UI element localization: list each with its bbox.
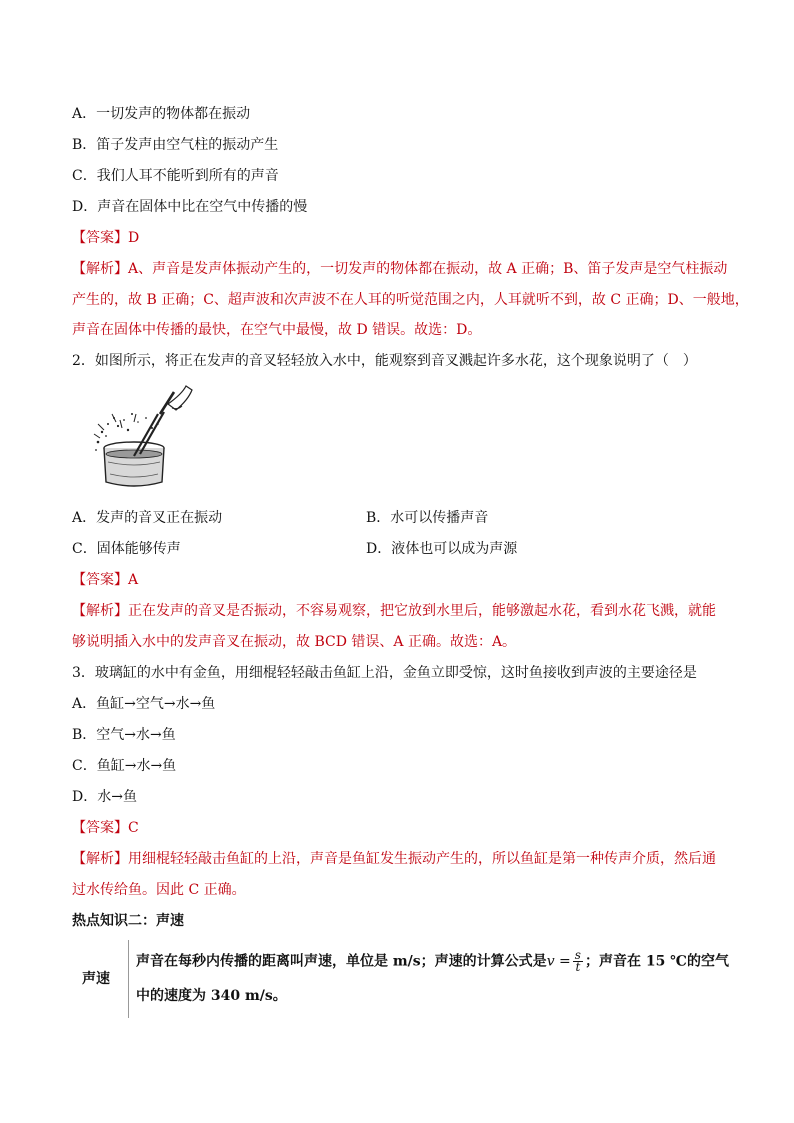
table-label: 声速	[82, 971, 110, 987]
q2-stem: 2．如图所示，将正在发声的音叉轻轻放入水中，能观察到音叉溅起许多水花，这个现象说明了（ ）	[72, 353, 697, 369]
q1-analysis-line-1: 【解析】A、声音是发声体振动产生的，一切发声的物体都在振动，故 A 正确；B、笛子发声是空气柱振动	[72, 261, 728, 277]
q3-stem: 3．玻璃缸的水中有金鱼，用细棍轻轻敲击鱼缸上沿，金鱼立即受惊，这时鱼接收到声波的主要途径是	[72, 665, 697, 681]
formula-v: v =	[546, 953, 571, 970]
q3-option-c: C．鱼缸→水→鱼	[72, 758, 177, 774]
q3-analysis-line-2: 过水传给鱼。因此 C 正确。	[72, 882, 246, 898]
answer-tag: 【答案】	[72, 572, 128, 588]
formula-fraction: $\frac{s}{t}$	[574, 948, 581, 974]
section-title: 热点知识二：声速	[72, 913, 184, 929]
q2-answer	[72, 570, 138, 590]
answer-value: C	[128, 820, 139, 836]
analysis-tag: 【解析】	[72, 851, 128, 867]
q1-option-c: C．我们人耳不能听到所有的声音	[72, 168, 279, 184]
table-text-line-1: 声音在每秒内传播的距离叫声速，单位是 m/s；声速的计算公式是v = $\frac{s}{t}$ ；声音在 15 ℃的空气	[136, 948, 729, 974]
answer-value: A	[128, 572, 139, 588]
answer-tag: 【答案】	[72, 230, 128, 246]
answer-value: D	[128, 230, 140, 246]
q2-option-d: D．液体也可以成为声源	[366, 541, 518, 557]
q2-analysis-line-2: 够说明插入水中的发声音叉在振动，故 BCD 错误、A 正确。故选：A。	[72, 634, 517, 650]
q3-option-a: A．鱼缸→空气→水→鱼	[72, 696, 216, 712]
analysis-tag: 【解析】	[72, 261, 128, 277]
answer-tag: 【答案】	[72, 820, 128, 836]
q2-analysis-line-1: 【解析】正在发声的音叉是否振动，不容易观察，把它放到水里后，能够激起水花，看到水花飞溅，就能	[72, 603, 716, 619]
q1-option-b: B．笛子发声由空气柱的振动产生	[72, 137, 279, 153]
tuning-fork-in-water-figure	[88, 384, 198, 494]
q3-option-d: D．水→鱼	[72, 789, 137, 805]
q2-option-a: A．发声的音叉正在振动	[72, 510, 223, 526]
q3-option-b: B．空气→水→鱼	[72, 727, 176, 743]
q2-option-c: C．固体能够传声	[72, 541, 181, 557]
q1-option-d: D．声音在固体中比在空气中传播的慢	[72, 199, 308, 215]
table-text-line-2: 中的速度为 340 m/s。	[136, 988, 287, 1004]
q1-option-a: A．一切发声的物体都在振动	[72, 106, 251, 122]
q2-option-b: B．水可以传播声音	[366, 510, 489, 526]
knowledge-table	[72, 940, 729, 1020]
q3-analysis-line-1: 【解析】用细棍轻轻敲击鱼缸的上沿，声音是鱼缸发生振动产生的，所以鱼缸是第一种传声介质，然后通	[72, 851, 716, 867]
q1-analysis-line-2: 产生的，故 B 正确；C、超声波和次声波不在人耳的听觉范围之内，人耳就听不到，故 C 正确；D、一般地，	[72, 292, 749, 308]
q3-answer	[72, 818, 139, 838]
analysis-tag: 【解析】	[72, 603, 128, 619]
table-divider	[128, 940, 129, 1018]
q1-analysis-line-3: 声音在固体中传播的最快，在空气中最慢，故 D 错误。故选：D。	[72, 322, 482, 338]
q1-answer	[72, 228, 139, 248]
